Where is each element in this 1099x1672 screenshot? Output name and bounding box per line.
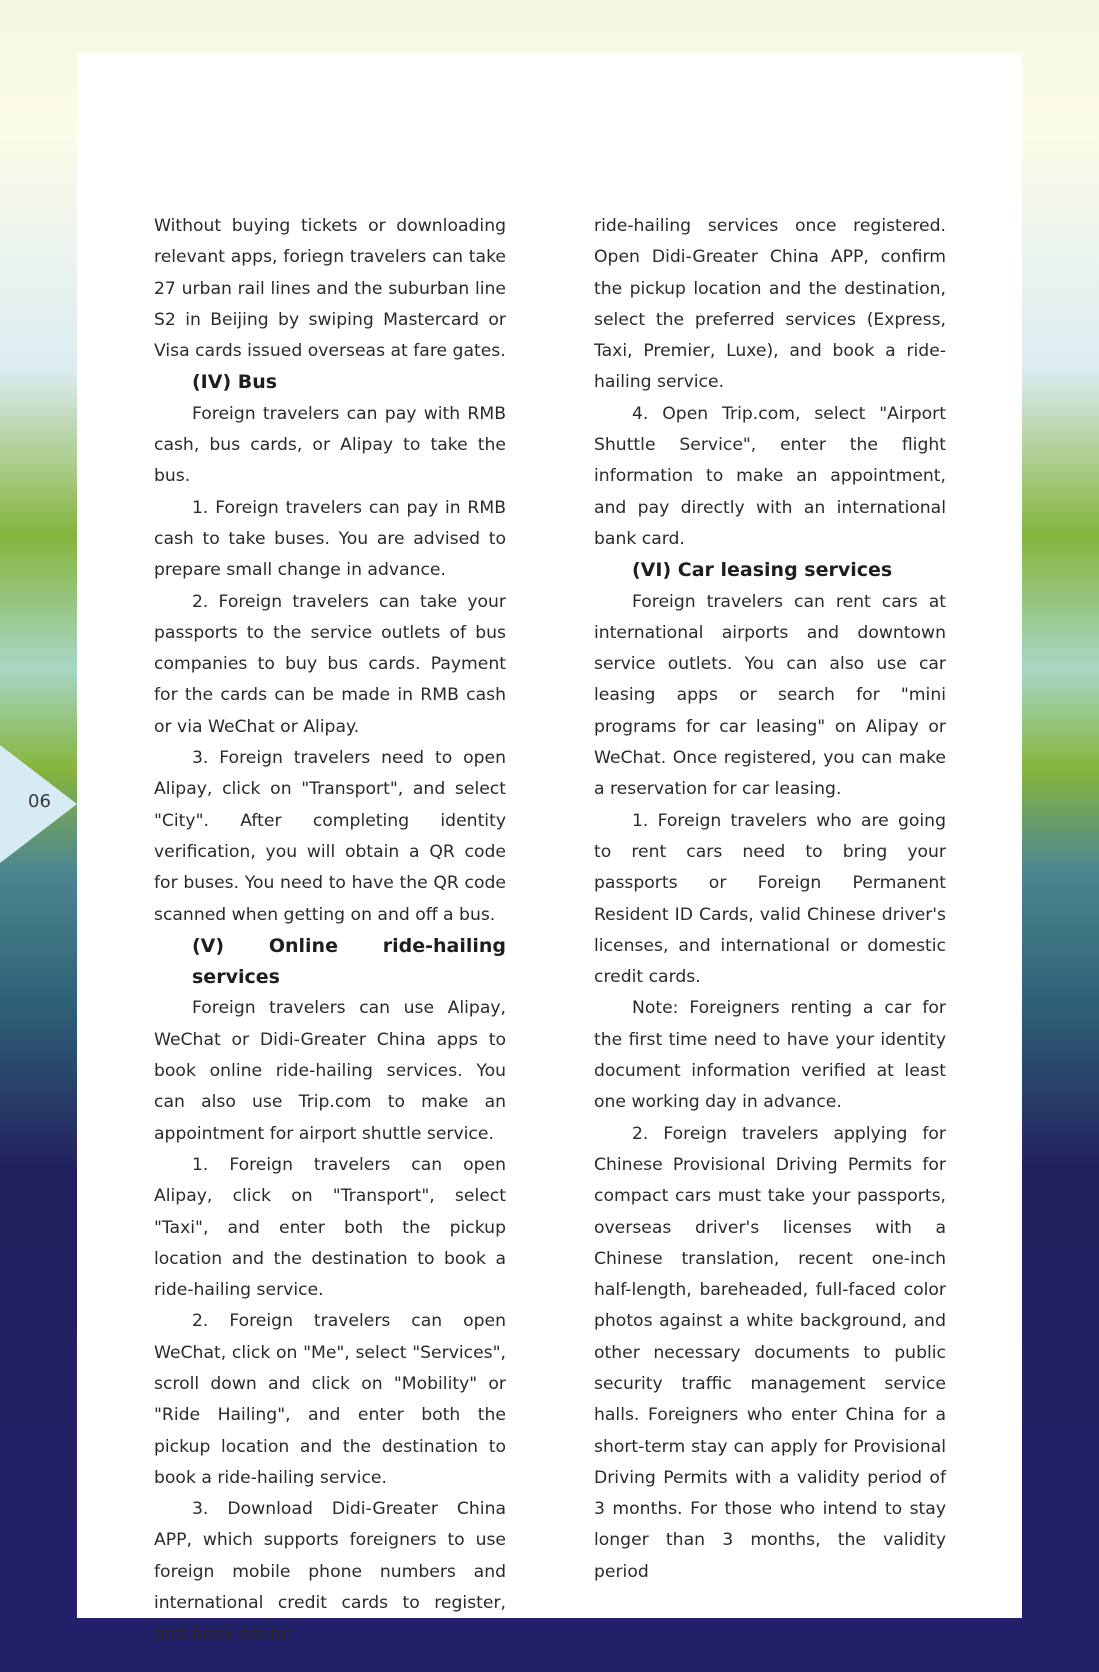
paragraph: Foreign travelers can pay with RMB cash, bus cards, or Alipay to take the bus.: [154, 403, 506, 487]
section-heading: (VI) Car leasing services: [632, 559, 893, 582]
paragraph: 3. Foreign travelers need to open Alipay, click on "Transport", and select "City". After completing identity verification, you will obtain a QR code for buses. You need to have the QR code scanned when getting on and off a bus.: [154, 748, 506, 925]
paragraph: 2. Foreign travelers applying for Chinese Provisional Driving Permits for compact cars must take your passports, overseas driver's licenses with a Chinese translation, recent one-inch half-length, bareheaded, full-faced color photos against a white background, and other necessary documents to public security traffic management service halls. Foreigners who enter China for a short-term stay can apply for Provisional Driving Permits with a validity period of 3 months. For those who intend to stay longer than 3 months, the validity period: [594, 1123, 946, 1582]
paragraph: 3. Download Didi-Greater China APP, which supports foreigners to use foreign mobile phone numbers and international credit cards to register, and book online: [154, 1499, 506, 1645]
left-column: [154, 211, 506, 1651]
paragraph: 2. Foreign travelers can open WeChat, click on "Me", select "Services", scroll down and click on "Mobility" or "Ride Hailing", and enter both the pickup location and the destination to book a ride-hailing service.: [154, 1311, 506, 1488]
paragraph: 1. Foreign travelers can open Alipay, click on "Transport", select "Taxi", and enter both the pickup location and the destination to book a ride-hailing service.: [154, 1154, 506, 1301]
paragraph: 1. Foreign travelers who are going to rent cars need to bring your passports or Foreign Permanent Resident ID Cards, valid Chinese driver's licenses, and international or domestic credit cards.: [594, 810, 946, 988]
paragraph: Note: Foreigners renting a car for the first time need to have your identity document information verified at least one working day in advance.: [594, 998, 946, 1113]
right-column: [594, 211, 946, 1588]
paragraph: Foreign travelers can use Alipay, WeChat or Didi-Greater China apps to book online ride-hailing services. You can also use Trip.com to make an appointment for airport shuttle service.: [154, 998, 506, 1144]
paragraph: Without buying tickets or downloading relevant apps, foriegn travelers can take 27 urban rail lines and the suburban line S2 in Beijing by swiping Mastercard or Visa cards issued overseas at fare gates.: [154, 216, 506, 362]
page-number: 06: [28, 791, 51, 812]
paragraph: Foreign travelers can rent cars at international airports and downtown service outlets. You can also use car leasing apps or search for "mini programs for car leasing" on Alipay or WeChat. Once registered, you can make a reservation for car leasing.: [594, 591, 946, 800]
paragraph: 1. Foreign travelers can pay in RMB cash to take buses. You are advised to prepare small change in advance.: [154, 497, 506, 581]
paragraph: 2. Foreign travelers can take your passports to the service outlets of bus companies to buy bus cards. Payment for the cards can be made in RMB cash or via WeChat or Alipay.: [154, 591, 506, 737]
section-heading: (IV) Bus: [192, 371, 278, 394]
paragraph: 4. Open Trip.com, select "Airport Shuttle Service", enter the flight information to make an appointment, and pay directly with an international bank card.: [594, 403, 946, 549]
paragraph: ride-hailing services once registered. Open Didi-Greater China APP, confirm the pickup location and the destination, select the preferred services (Express, Taxi, Premier, Luxe), and book a ride-hailing service.: [594, 216, 946, 393]
section-heading: (V) Online ride-hailing services: [192, 934, 506, 989]
